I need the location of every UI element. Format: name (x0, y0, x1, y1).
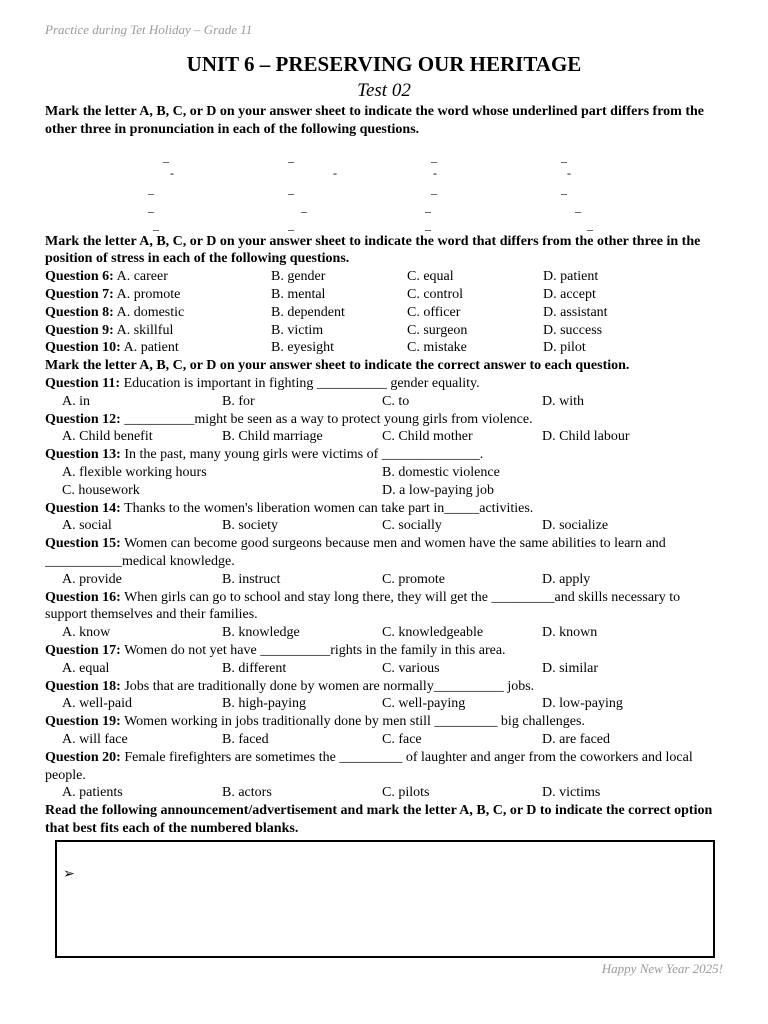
announcement-box (55, 840, 715, 958)
question-16: Question 16: When girls can go to school and stay long there, they will get the _________and skills necessary to support themselves and their families. A. know B. knowledge C. knowledgeable D. known (45, 589, 681, 641)
bullet-arrow-icon: ➢ (63, 867, 75, 882)
question-12: Question 12: __________might be seen as a way to protect young girls from violence. A. Child benefit B. Child marriage C. Child mother D. Child labour (45, 411, 630, 445)
stress-questions (45, 268, 715, 357)
page-subtitle: Test 02 (357, 80, 411, 101)
question-17: Question 17: Women do not yet have __________rights in the family in this area. A. equal B. different C. various D. similar (45, 642, 598, 676)
page-header: Practice during Tet Holiday – Grade 11 (45, 22, 253, 37)
question-13: Question 13: In the past, many young girls were victims of ______________. A. flexible working hours B. domestic violence C. housework D. a low-paying job (45, 447, 500, 498)
question-8: Question 8: A. domestic B. dependent C. officer D. assistant (45, 304, 608, 320)
question-10: Question 10: A. patient B. eyesight C. mistake D. pilot (45, 340, 586, 356)
page-footer: Happy New Year 2025! (601, 961, 723, 976)
question-15: Question 15: Women can become good surgeons because men and women have the same abilities to learn and ___________medical knowledge. A. provide B. instruct C. promote D. apply (45, 536, 666, 587)
section4-instruction: Read the following announcement/advertisement and mark the letter A, B, C, or D to indicate the correct option that best fits each of the numbered blanks. (45, 803, 713, 836)
question-9: Question 9: A. skillful B. victim C. surgeon D. success (45, 322, 603, 338)
section1-instruction: Mark the letter A, B, C, or D on your answer sheet to indicate the word whose underlined part differs from the other three in pronunciation in each of the following questions. (45, 104, 704, 137)
question-11: Question 11: Education is important in fighting __________ gender equality. A. in B. for C. to D. with (45, 375, 584, 409)
question-14: Question 14: Thanks to the women's liberation women can take part in_____activities. A. social B. society C. socially D. socialize (45, 500, 609, 534)
page-title: UNIT 6 – PRESERVING OUR HERITAGE (186, 52, 582, 76)
question-6: Question 6: A. career B. gender C. equal D. patient (45, 269, 599, 285)
question-7: Question 7: A. promote B. mental C. control D. accept (45, 286, 596, 302)
question-19: Question 19: Women working in jobs traditionally done by men still _________ big challenges. A. will face B. faced C. face D. are faced (45, 714, 611, 747)
question-20: Question 20: Female firefighters are sometimes the _________ of laughter and anger from the coworkers and local people. A. patients B. actors C. pilots D. victims (45, 749, 693, 801)
pronunciation-marks: _ _ _ _ - - - - _ _ _ _ _ _ _ _ _ _ _ _ (148, 149, 593, 232)
worksheet-content (45, 103, 715, 838)
section2-instruction: Mark the letter A, B, C, or D on your answer sheet to indicate the word that differs from the other three in the position of stress in each of the following questions. (45, 233, 701, 267)
question-18: Question 18: Jobs that are traditionally done by women are normally__________ jobs. A. well-paid B. high-paying C. well-paying D. low-paying (45, 678, 623, 712)
section3-instruction: Mark the letter A, B, C, or D on your answer sheet to indicate the correct answer to each question. (45, 358, 630, 374)
